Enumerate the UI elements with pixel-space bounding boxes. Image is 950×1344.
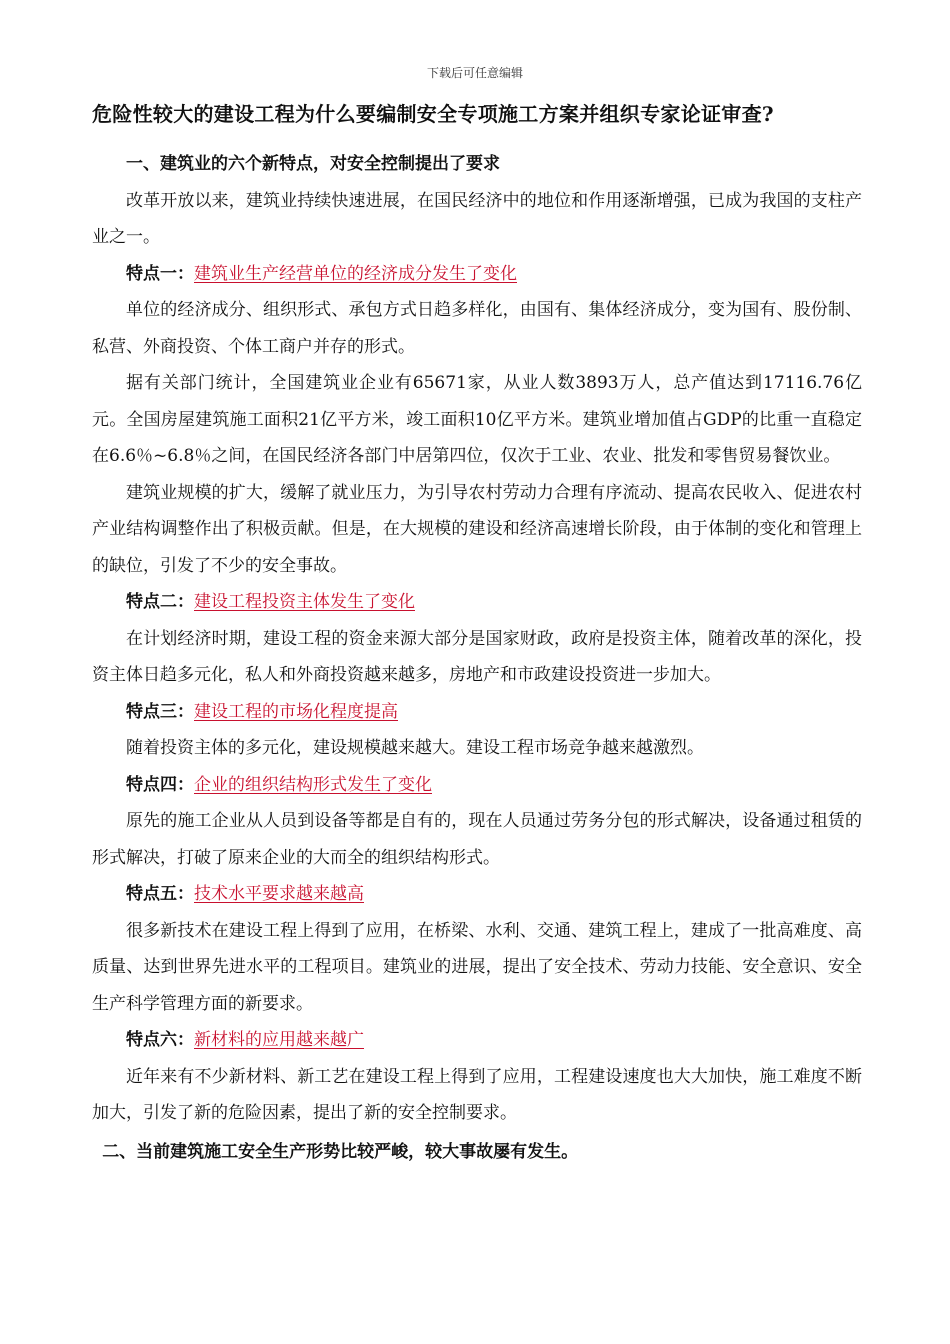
feature-5-paragraph-1: 很多新技术在建设工程上得到了应用，在桥梁、水利、交通、建筑工程上，建成了一批高难度、高质量、达到世界先进水平的工程项目。建筑业的进展，提出了安全技术、劳动力技能、安全意识、安全生产科学管理方面的新要求。 <box>92 920 862 1014</box>
feature-4-paragraph-1: 原先的施工企业从人员到设备等都是自有的，现在人员通过劳务分包的形式解决，设备通过租赁的形式解决，打破了原来企业的大而全的组织结构形式。 <box>92 811 862 868</box>
feature-1-paragraph-1: 单位的经济成分、组织形式、承包方式日趋多样化，由国有、集体经济成分，变为国有、股份制、私营、外商投资、个体工商户并存的形式。 <box>92 300 862 357</box>
header-note: 下载后可任意编辑 <box>426 66 523 80</box>
feature-6-heading <box>92 1022 862 1059</box>
feature-2-link[interactable]: 建设工程投资主体发生了变化 <box>194 592 415 612</box>
document-body <box>92 146 862 1170</box>
feature-3-link[interactable]: 建设工程的市场化程度提高 <box>194 701 398 722</box>
feature-1-paragraph-2: 据有关部门统计，全国建筑业企业有65671家，从业人数3893万人，总产值达到17116.76亿元。全国房屋建筑施工面积21亿平方米，竣工面积10亿平方米。建筑业增加值占GDP的比重一直稳定在6.6％~6.8％之间，在国民经济各部门中居第四位，仅次于工业、农业、批发和零售贸易餐饮业。 <box>92 373 862 466</box>
feature-5-link[interactable]: 技术水平要求越来越高 <box>194 884 364 904</box>
feature-4-label: 特点四： <box>126 774 194 795</box>
feature-1-paragraph-3: 建筑业规模的扩大，缓解了就业压力，为引导农村劳动力合理有序流动、提高农民收入、促进农村产业结构调整作出了积极贡献。但是，在大规模的建设和经济高速增长阶段，由于体制的变化和管理上的缺位，引发了不少的安全事故。 <box>92 482 862 576</box>
feature-4-heading <box>92 767 862 804</box>
feature-6-label: 特点六： <box>126 1030 194 1050</box>
feature-3-label: 特点三： <box>126 701 194 722</box>
feature-1-label: 特点一： <box>126 263 194 284</box>
feature-2-label: 特点二： <box>126 592 194 612</box>
feature-5-heading <box>92 876 862 913</box>
feature-3-heading <box>92 694 862 731</box>
section-2-heading: 二、当前建筑施工安全生产形势比较严峻，较大事故屡有发生。 <box>102 1141 579 1162</box>
feature-3-paragraph-1: 随着投资主体的多元化，建设规模越来越大。建设工程市场竞争越来越激烈。 <box>126 738 704 758</box>
section-1-heading: 一、建筑业的六个新特点，对安全控制提出了要求 <box>126 154 500 174</box>
feature-2-heading <box>92 584 862 621</box>
feature-1-link[interactable]: 建筑业生产经营单位的经济成分发生了变化 <box>194 263 517 284</box>
feature-5-label: 特点五： <box>126 884 194 904</box>
feature-6-paragraph-1: 近年来有不少新材料、新工艺在建设工程上得到了应用，工程建设速度也大大加快，施工难度不断加大，引发了新的危险因素，提出了新的安全控制要求。 <box>92 1066 862 1123</box>
feature-6-link[interactable]: 新材料的应用越来越广 <box>194 1030 364 1050</box>
feature-1-heading <box>92 256 862 293</box>
feature-4-link[interactable]: 企业的组织结构形式发生了变化 <box>194 774 432 795</box>
section-1-intro: 改革开放以来，建筑业持续快速进展，在国民经济中的地位和作用逐渐增强，已成为我国的支柱产业之一。 <box>92 190 862 247</box>
feature-2-paragraph-1: 在计划经济时期，建设工程的资金来源大部分是国家财政，政府是投资主体，随着改革的深化，投资主体日趋多元化，私人和外商投资越来越多，房地产和市政建设投资进一步加大。 <box>92 628 862 685</box>
page-title: 危险性较大的建设工程为什么要编制安全专项施工方案并组织专家论证审查? <box>92 102 774 126</box>
